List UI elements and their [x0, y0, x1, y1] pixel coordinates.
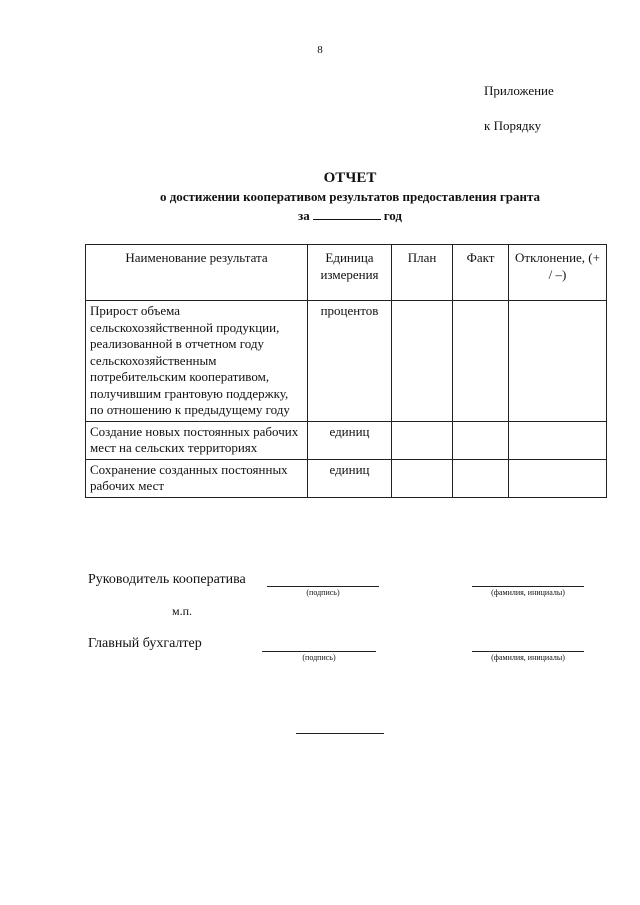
- unit-cell: процентов: [308, 301, 392, 422]
- header-result: Наименование результата: [86, 245, 308, 301]
- header-plan: План: [392, 245, 453, 301]
- accountant-signature-line: [262, 651, 376, 652]
- deviation-cell: [509, 301, 607, 422]
- period-prefix: за: [297, 208, 310, 223]
- appendix-label: Приложение: [484, 83, 554, 98]
- result-name: Сохранение созданных постоянных рабочих мест: [86, 459, 308, 497]
- accountant-label: Главный бухгалтер: [88, 636, 202, 651]
- accountant-name-line: [472, 651, 584, 652]
- deviation-cell: [509, 421, 607, 459]
- page-number: 8: [317, 44, 323, 56]
- head-name-caption: (фамилия, инициалы): [491, 588, 565, 597]
- result-name: Создание новых постоянных рабочих мест на сельских территориях: [86, 421, 308, 459]
- table-header-row: [86, 245, 607, 301]
- period-suffix: год: [383, 208, 402, 223]
- table-row: [86, 421, 607, 459]
- plan-cell: [392, 301, 453, 422]
- accountant-name-caption: (фамилия, инициалы): [491, 653, 565, 662]
- results-table: [85, 244, 607, 498]
- document-title: ОТЧЕТ: [323, 170, 377, 186]
- head-name-line: [472, 586, 584, 587]
- closing-rule: [296, 733, 384, 734]
- unit-cell: единиц: [308, 459, 392, 497]
- year-blank: [313, 207, 381, 220]
- head-signature-line: [267, 586, 379, 587]
- table-row: [86, 301, 607, 422]
- table-row: [86, 459, 607, 497]
- header-fact: Факт: [453, 245, 509, 301]
- plan-cell: [392, 421, 453, 459]
- document-subtitle: о достижении кооперативом результатов предоставления гранта: [159, 189, 541, 204]
- seal-label: м.п.: [172, 604, 193, 618]
- report-period: [0, 207, 640, 224]
- head-signature-caption: (подпись): [306, 588, 340, 597]
- header-deviation: Отклонение, (+ / –): [509, 245, 607, 301]
- plan-cell: [392, 459, 453, 497]
- head-label: Руководитель кооператива: [88, 572, 246, 587]
- fact-cell: [453, 421, 509, 459]
- header-unit: Единица измерения: [308, 245, 392, 301]
- order-reference: к Порядку: [484, 118, 542, 133]
- deviation-cell: [509, 459, 607, 497]
- result-name: Прирост объема сельскохозяйственной продукции, реализованной в отчетном году сельскохозяйственным потребительским кооперативом, получившим грантовую поддержку, по отношению к предыдущему году: [86, 301, 308, 422]
- accountant-signature-caption: (подпись): [302, 653, 336, 662]
- unit-cell: единиц: [308, 421, 392, 459]
- fact-cell: [453, 301, 509, 422]
- fact-cell: [453, 459, 509, 497]
